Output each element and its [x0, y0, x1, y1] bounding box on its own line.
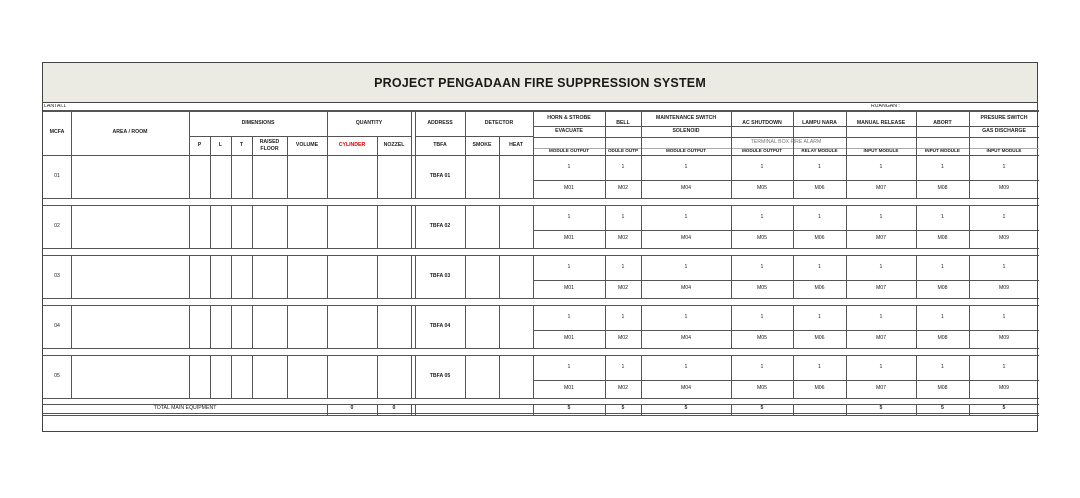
header-l: L: [218, 141, 223, 148]
lantai-label: LANTAI.1: [44, 104, 67, 110]
row-qty: 1: [941, 363, 944, 370]
total-module: 5: [621, 405, 625, 412]
row-qty: 1: [941, 163, 944, 170]
grid-line: [499, 255, 500, 298]
grid-line: [377, 205, 378, 248]
grid-line: [252, 255, 253, 298]
total-module: 5: [941, 405, 944, 412]
row-qty: 1: [818, 363, 821, 370]
header-module-type: ODULE OUTP: [607, 148, 639, 154]
grid-line: [411, 355, 412, 398]
grid-line: [533, 111, 534, 155]
row-mcfa: 05: [54, 372, 60, 379]
grid-line: [499, 205, 500, 248]
grid-line: [210, 255, 211, 298]
row-qty: 1: [684, 313, 688, 320]
row-mcfa: 03: [54, 272, 60, 279]
header-tbfa: TBFA: [433, 141, 447, 148]
grid-line: [377, 255, 378, 298]
grid-line: [210, 205, 211, 248]
grid-line: [189, 205, 190, 248]
row-mcfa: 04: [54, 322, 60, 329]
header-module-type: MODULE OUTPUT: [665, 148, 707, 154]
header-terminal-box: TERMINAL BOX FIRE ALARM: [750, 138, 822, 145]
grid-line: [846, 148, 847, 155]
row-module: M02: [617, 285, 629, 292]
grid-line: [43, 298, 1039, 299]
grid-line: [499, 136, 500, 155]
row-qty: 1: [941, 263, 944, 270]
grid-line: [189, 355, 190, 398]
row-module: M07: [875, 235, 887, 242]
row-qty: 1: [621, 213, 625, 220]
grid-line: [252, 205, 253, 248]
row-module: M01: [563, 185, 575, 192]
row-qty: 1: [684, 363, 688, 370]
grid-line: [189, 255, 190, 298]
header-maintenance-switch: MAINTENANCE SWITCH: [655, 114, 717, 121]
grid-line: [43, 248, 1039, 249]
header-t: T: [239, 141, 244, 148]
row-module: M01: [563, 335, 575, 342]
header-module-type: INPUT MODULE: [925, 148, 960, 154]
grid-line: [231, 136, 232, 155]
row-mcfa: 01: [54, 172, 60, 179]
total-module: 5: [684, 405, 688, 412]
row-module: M09: [998, 185, 1010, 192]
ruangan-label: RUANGAN :: [871, 104, 900, 110]
header-address: ADDRESS: [427, 119, 453, 126]
page-title: PROJECT PENGADAAN FIRE SUPPRESSION SYSTEM: [374, 75, 706, 90]
row-tbfa: TBFA 05: [429, 372, 451, 379]
row-tbfa: TBFA 03: [429, 272, 451, 279]
row-qty: 1: [941, 313, 944, 320]
row-module: M04: [680, 385, 692, 392]
row-module: M05: [756, 285, 768, 292]
header-lampu-nara: LAMPU NARA: [802, 120, 837, 127]
grid-line: [916, 148, 917, 155]
grid-line: [411, 111, 412, 155]
header-module-type: INPUT MODULE: [863, 148, 899, 154]
row-qty: 1: [567, 263, 571, 270]
grid-line: [287, 205, 288, 248]
header-raised-floor: RAISED FLOOR: [259, 139, 280, 152]
grid-line: [43, 415, 1039, 416]
row-qty: 1: [621, 363, 625, 370]
row-module: M07: [875, 185, 887, 192]
grid-line: [189, 155, 190, 198]
grid-line: [327, 355, 328, 398]
grid-line: [499, 155, 500, 198]
row-tbfa: TBFA 04: [429, 322, 451, 329]
grid-line: [252, 305, 253, 348]
header-cylinder: CYLINDER: [338, 141, 366, 148]
grid-line: [71, 355, 72, 398]
grid-line: [287, 155, 288, 198]
grid-line: [287, 255, 288, 298]
row-module: M04: [680, 285, 692, 292]
grid-line: [231, 355, 232, 398]
grid-line: [287, 136, 288, 155]
title-band: [43, 63, 1037, 103]
header-quantity: QUANTITY: [355, 119, 383, 126]
header-nozzel: NOZZEL: [383, 141, 405, 148]
row-qty: 1: [1002, 163, 1006, 170]
row-qty: 1: [684, 163, 688, 170]
row-qty: 1: [879, 363, 883, 370]
grid-line: [210, 355, 211, 398]
grid-line: [287, 355, 288, 398]
header-p: P: [197, 141, 202, 148]
header-module-type: MODULE OUTPUT: [741, 148, 783, 154]
grid-line: [327, 205, 328, 248]
row-qty: 1: [818, 313, 821, 320]
grid-line: [252, 355, 253, 398]
row-module: M07: [875, 385, 887, 392]
row-qty: 1: [879, 213, 883, 220]
row-qty: 1: [941, 213, 944, 220]
header-manual-release: MANUAL RELEASE: [856, 120, 906, 127]
row-module: M07: [875, 285, 887, 292]
total-module: 5: [567, 405, 571, 412]
total-cylinder: 0: [350, 405, 354, 412]
row-module: M05: [756, 235, 768, 242]
grid-line: [969, 148, 970, 155]
row-module: M09: [998, 385, 1010, 392]
grid-line: [605, 148, 606, 155]
grid-line: [327, 255, 328, 298]
row-module: M08: [937, 235, 948, 242]
row-module: M05: [756, 185, 768, 192]
grid-line: [210, 155, 211, 198]
row-module: M08: [937, 285, 948, 292]
row-module: M02: [617, 335, 629, 342]
grid-line: [71, 155, 72, 198]
header-module-type: MODULE OUTPUT: [548, 148, 590, 154]
row-qty: 1: [760, 363, 764, 370]
grid-line: [210, 305, 211, 348]
row-qty: 1: [1002, 263, 1006, 270]
total-module: 5: [1002, 405, 1006, 412]
grid-line: [71, 111, 72, 155]
row-module: M02: [617, 185, 629, 192]
header-dimensions: DIMENSIONS: [241, 119, 275, 126]
header-presure-switch: PRESURE SWITCH: [980, 114, 1028, 121]
grid-line: [465, 155, 466, 198]
header-abort: ABORT: [933, 120, 952, 127]
grid-line: [43, 198, 1039, 199]
grid-line: [465, 255, 466, 298]
grid-line: [411, 205, 412, 248]
header-heat: HEAT: [509, 141, 523, 148]
row-qty: 1: [818, 213, 821, 220]
grid-line: [327, 155, 328, 198]
grid-line: [189, 111, 190, 155]
row-qty: 1: [760, 163, 764, 170]
row-qty: 1: [567, 163, 571, 170]
row-qty: 1: [818, 163, 821, 170]
grid-line: [377, 136, 378, 155]
grid-line: [377, 355, 378, 398]
row-module: M06: [814, 335, 825, 342]
header-volume: VOLUME: [295, 141, 319, 148]
header-gas-discharge: GAS DISCHARGE: [982, 127, 1026, 134]
grid-line: [252, 136, 253, 155]
header-area-room: AREA / ROOM: [112, 129, 148, 136]
row-qty: 1: [818, 263, 821, 270]
row-module: M04: [680, 185, 692, 192]
grid-line: [43, 398, 1039, 399]
grid-line: [327, 111, 328, 155]
grid-line: [793, 148, 794, 155]
row-qty: 1: [621, 163, 625, 170]
header-bell: BELL: [616, 120, 630, 127]
row-module: M09: [998, 285, 1010, 292]
row-qty: 1: [567, 363, 571, 370]
row-qty: 1: [1002, 213, 1006, 220]
grid-line: [411, 404, 412, 415]
row-module: M09: [998, 335, 1010, 342]
row-module: M05: [756, 335, 768, 342]
header-module-type: INPUT MODULE: [986, 148, 1022, 154]
header-module-type: RELAY MODULE: [801, 148, 838, 154]
row-qty: 1: [684, 263, 688, 270]
row-module: M01: [563, 285, 575, 292]
row-module: M04: [680, 335, 692, 342]
row-qty: 1: [567, 213, 571, 220]
total-module: [793, 404, 846, 414]
row-qty: 1: [621, 263, 625, 270]
header-evacuate: EVACUATE: [555, 127, 583, 134]
grid-line: [71, 205, 72, 248]
grid-line: [231, 305, 232, 348]
grid-line: [231, 205, 232, 248]
header-mcfa: MCFA: [49, 129, 65, 136]
row-qty: 1: [879, 263, 883, 270]
row-module: M06: [814, 285, 825, 292]
row-qty: 1: [879, 163, 883, 170]
row-qty: 1: [760, 313, 764, 320]
row-tbfa: TBFA 01: [429, 172, 451, 179]
grid-line: [287, 305, 288, 348]
row-qty: 1: [760, 263, 764, 270]
row-module: M08: [937, 185, 948, 192]
grid-line: [377, 305, 378, 348]
total-module: 5: [760, 405, 764, 412]
row-tbfa: TBFA 02: [429, 222, 451, 229]
grid-line: [499, 355, 500, 398]
row-module: M01: [563, 385, 575, 392]
grid-line: [231, 155, 232, 198]
grid-line: [327, 305, 328, 348]
grid-line: [415, 111, 416, 155]
grid-line: [71, 255, 72, 298]
row-module: M08: [937, 385, 948, 392]
row-qty: 1: [760, 213, 764, 220]
row-module: M01: [563, 235, 575, 242]
header-ac-shutdown: AC SHUTDOWN: [742, 120, 782, 127]
header-smoke: SMOKE: [472, 141, 492, 148]
row-module: M06: [814, 385, 825, 392]
row-module: M02: [617, 385, 629, 392]
row-module: M09: [998, 235, 1010, 242]
row-qty: 1: [1002, 313, 1006, 320]
header-horn-strobe: HORN & STROBE: [547, 114, 591, 121]
grid-line: [71, 305, 72, 348]
row-qty: 1: [684, 213, 688, 220]
header-detector: DETECTOR: [484, 119, 514, 126]
row-module: M07: [875, 335, 887, 342]
row-qty: 1: [567, 313, 571, 320]
row-module: M02: [617, 235, 629, 242]
grid-line: [465, 305, 466, 348]
grid-line: [411, 255, 412, 298]
grid-line: [499, 305, 500, 348]
grid-line: [641, 148, 642, 155]
row-qty: 1: [879, 313, 883, 320]
grid-line: [231, 255, 232, 298]
row-module: M05: [756, 385, 768, 392]
grid-line: [411, 305, 412, 348]
row-module: M04: [680, 235, 692, 242]
grid-line: [43, 348, 1039, 349]
total-label: TOTAL MAIN EQUIPMENT: [153, 405, 217, 412]
header-solenoid: SOLENOID: [672, 127, 700, 134]
grid-line: [189, 305, 190, 348]
grid-line: [377, 155, 378, 198]
grid-line: [252, 155, 253, 198]
grid-line: [415, 404, 416, 415]
grid-line: [465, 355, 466, 398]
spreadsheet: [42, 62, 1038, 432]
row-qty: 1: [621, 313, 625, 320]
grid-line: [411, 155, 412, 198]
grid-line: [210, 136, 211, 155]
row-module: M08: [937, 335, 948, 342]
row-module: M06: [814, 185, 825, 192]
row-module: M06: [814, 235, 825, 242]
row-mcfa: 02: [54, 222, 60, 229]
total-module: 5: [879, 405, 883, 412]
grid-line: [731, 148, 732, 155]
row-qty: 1: [1002, 363, 1006, 370]
grid-line: [465, 111, 466, 155]
grid-line: [465, 205, 466, 248]
total-nozzel: 0: [392, 405, 396, 412]
